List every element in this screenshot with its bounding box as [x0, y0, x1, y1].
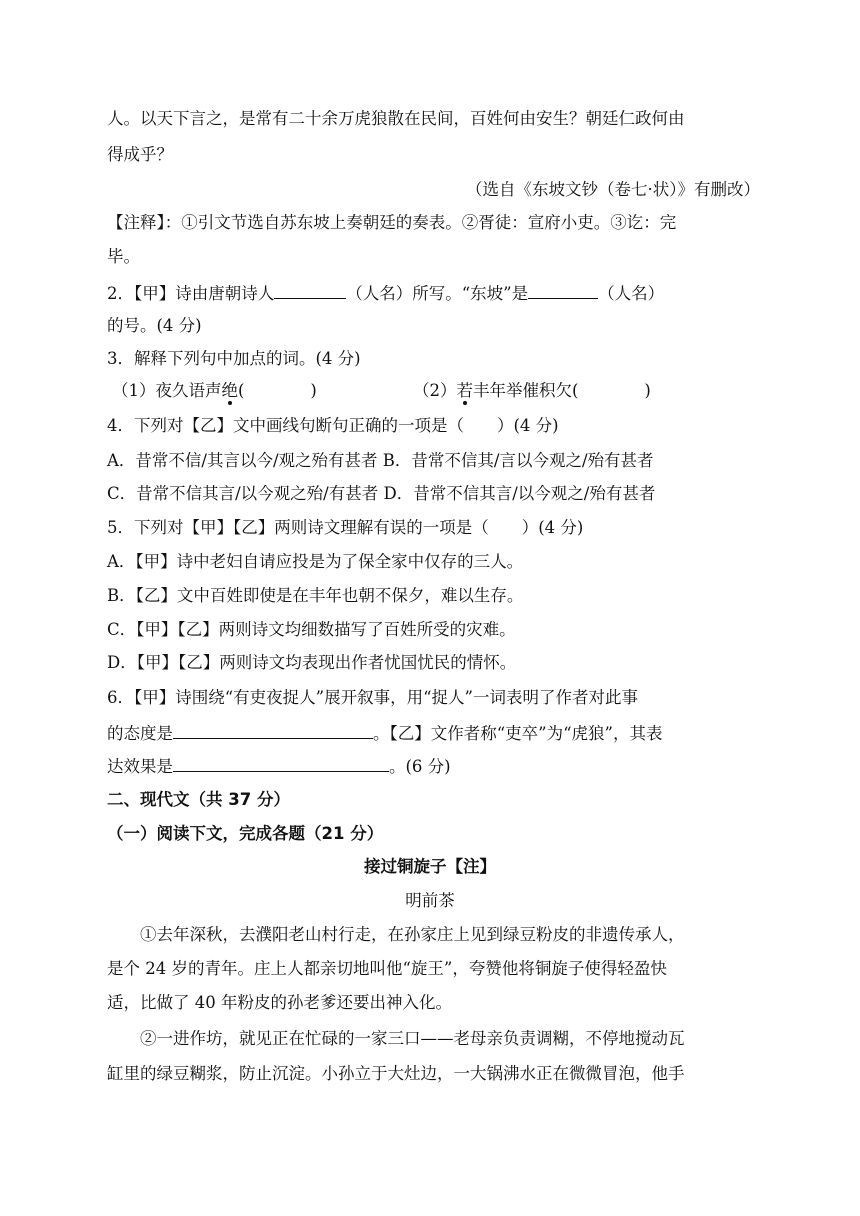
q3-item1-text: （1）夜久语声 — [112, 381, 222, 400]
paragraph-1-line-1: ①去年深秋，去濮阳老山村行走，在孙家庄上见到绿豆粉皮的非遗传承人， — [140, 925, 685, 944]
question-3-item-2 — [413, 381, 651, 401]
q2-text-1: 2．【甲】诗由唐朝诗人 — [107, 284, 275, 303]
question-5-option-b[interactable]: B．【乙】文中百姓即使是在丰年也朝不保夕，难以生存。 — [107, 586, 524, 605]
poem-ending-line-2: 得成乎？ — [107, 145, 173, 164]
question-5-option-c[interactable]: C．【甲】【乙】两则诗文均细数描写了百姓所受的灾难。 — [107, 620, 516, 639]
paragraph-2-line-2: 缸里的绿豆糊浆，防止沉淀。小孙立于大灶边，一大锅沸水正在微微冒泡，他手 — [107, 1064, 685, 1083]
q6-text-4: 。(6 分) — [389, 757, 451, 776]
q3-item1-answer-slot[interactable]: ( ) — [238, 381, 317, 400]
question-4-stem: 4．下列对【乙】文中画线句断句正确的一项是（ ）(4 分) — [107, 416, 559, 435]
q3-item1-dotted-word: 绝 — [221, 381, 238, 400]
notes-line-2: 毕。 — [107, 247, 140, 266]
article-author: 明前茶 — [405, 891, 455, 910]
q2-blank-dongpo[interactable] — [528, 282, 598, 299]
question-3-item-1 — [112, 381, 317, 401]
article-title: 接过铜旋子【注】 — [364, 857, 496, 876]
question-4-options-ab[interactable]: A．昔常不信/其言以今/观之殆有甚者 B．昔常不信其/言以今观之/殆有甚者 — [107, 451, 654, 470]
question-5-option-a[interactable]: A．【甲】诗中老妇自请应投是为了保全家中仅存的三人。 — [107, 552, 524, 571]
paragraph-1-line-2: 是个 24 岁的青年。庄上人都亲切地叫他“旋王”，夸赞他将铜旋子使得轻盈快 — [107, 959, 667, 978]
q2-text-2: （人名）所写。“东坡”是 — [346, 284, 529, 303]
source-citation: （选自《东坡文钞（卷七·状）》有删改） — [466, 180, 760, 199]
notes-line-1: 【注释】：①引文节选自苏东坡上奏朝廷的奏表。②胥徒：宣府小吏。③讫：完 — [107, 213, 677, 232]
q6-blank-attitude[interactable] — [173, 722, 373, 739]
question-6-line-3 — [107, 755, 451, 775]
question-6-line-2 — [107, 722, 663, 742]
question-5-option-d[interactable]: D．【甲】【乙】两则诗文均表现出作者忧国忧民的情怀。 — [107, 653, 517, 672]
section-heading: 二、现代文（共 37 分） — [107, 790, 290, 809]
paragraph-1-line-3: 适，比做了 40 年粉皮的孙老爹还要出神入化。 — [107, 993, 452, 1012]
question-2 — [107, 282, 664, 302]
q2-text-3: （人名） — [598, 284, 665, 303]
q3-item2-answer-slot[interactable]: 丰年举催积欠( ) — [473, 381, 651, 400]
subsection-heading: （一）阅读下文，完成各题（21 分） — [107, 824, 384, 843]
question-4-options-cd[interactable]: C．昔常不信其言/以今观之殆/有甚者 D．昔常不信其言/以今观之/殆有甚者 — [107, 484, 656, 503]
question-3-stem: 3．解释下列句中加点的词。(4 分) — [107, 349, 361, 368]
question-5-stem: 5．下列对【甲】【乙】两则诗文理解有误的一项是（ ）(4 分) — [107, 518, 584, 537]
question-6-line-1: 6．【甲】诗围绕“有吏夜捉人”展开叙事，用“捉人”一词表明了作者对此事 — [107, 688, 638, 707]
question-2-line-2: 的号。(4 分) — [107, 316, 202, 335]
poem-ending-line-1: 人。以天下言之，是常有二十余万虎狼散在民间，百姓何由安生？朝廷仁政何由 — [107, 109, 685, 128]
q6-text-3: 达效果是 — [107, 757, 173, 776]
q3-item2-dotted-word: 若 — [456, 381, 473, 400]
q6-text-1: 的态度是 — [107, 724, 173, 743]
q3-item2-text: （2） — [413, 381, 457, 400]
q6-text-2: 。【乙】文作者称“吏卒”为“虎狼”，其表 — [373, 724, 663, 743]
paragraph-2-line-1: ②一进作坊，就见正在忙碌的一家三口——老母亲负责调糊，不停地搅动瓦 — [140, 1029, 685, 1048]
q2-blank-poet[interactable] — [274, 282, 346, 299]
q6-blank-effect[interactable] — [173, 755, 389, 772]
